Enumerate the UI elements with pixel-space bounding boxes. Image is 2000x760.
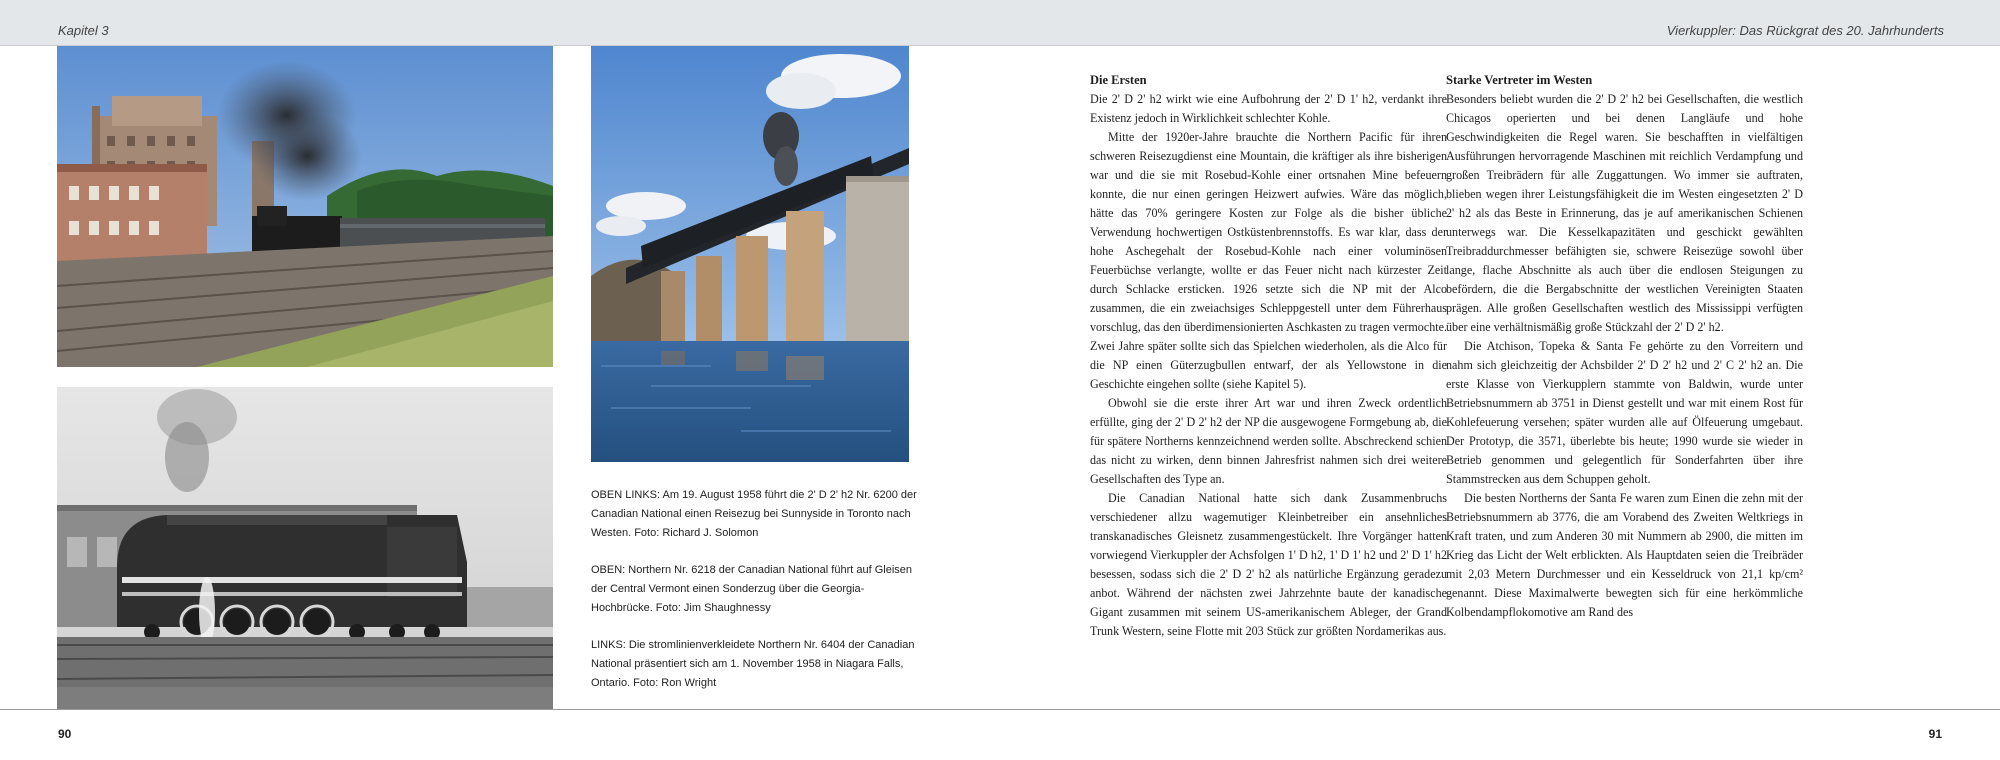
caption-left: LINKS: Die stromlinienverkleidete Northern Nr. 6404 der Canadian National präsentiert sich am 1. November 1958 in Niagara Falls, Ontario. Foto: Ron Wright — [591, 639, 915, 689]
section-heading-die-ersten: Die Ersten — [1090, 73, 1147, 87]
section-heading-starke-vertreter: Starke Vertreter im Westen — [1446, 73, 1593, 87]
paragraph: Die 2' D 2' h2 wirkt wie eine Aufbohrung der 2' D 1' h2, verdankt ihre Existenz jedoch in Wirklichkeit schlechter Kohle. — [1090, 92, 1447, 125]
page-number-left: 90 — [58, 727, 72, 741]
paragraph: Besonders beliebt wurden die 2' D 2' h2 bei Gesellschaften, die westlich Chicagos operierten und bei denen Langläufe und hohe Geschwindigkeiten die Regel waren. Sie beschafften in vielfältigen Ausführungen hervorragende Maschinen mit reichlich Verdampfung und großen Treibrädern für alle Zuggattungen. Wo immer sie auftraten, blieben wegen ihrer Leistungsfähigkeit die im Westen eingesetzten 2' D 2' h2 als das Beste in Erinnerung, das je auf amerikanischen Schienen unterwegs war. Die Kesselkapazitäten und geschickt gewählten Treibraddurchmesser befähigten sie, schwere Reisezüge sowohl über lange, flache Abschnitte als auch über die endlosen Steigungen zu befördern, die die Bergabschnitte der westlichen Vereinigten Staaten prägen. Alle großen Gesellschaften westlich des Mississippi verfügten über eine verhältnismäßig große Stückzahl der 2' D 2' h2. — [1446, 92, 1803, 334]
page-number-right: 91 — [1928, 727, 1942, 741]
paragraph: Mitte der 1920er-Jahre brauchte die Northern Pacific für ihren schweren Reisezugdienst eine Mountain, die kräftiger als ihre bisherigen war und die sie mit Rosebud-Kohle einer ortsnahen Mine befeuern konnte, die nur einen geringen Heizwert aufwies. Wäre das möglich, hätte das 70% geringere Kosten zur Folge als die bisher übliche Verwendung hochwertigen Ostküstenbrennstoffs. Es war klar, dass der hohe Aschegehalt der Rosebud-Kohle nach einer voluminösen Feuerbüchse verlangte, wollte er das Feuer nicht nach kürzester Zeit durch Schlacke ersticken. 1926 setzte sich die NP mit der Alco zusammen, die ein zweiachsiges Schleppgestell unter dem Führerhaus vorschlug, das den überdimensionierten Aschkasten zu tragen vermochte. Zwei Jahre später sollte sich das Spielchen wiederholen, als die Alco für die NP einen Güterzugbullen entwarf, der als Yellowstone in die Geschichte eingehen sollte (siehe Kapitel 5). — [1090, 130, 1447, 391]
toronto-image — [57, 46, 553, 367]
photo-captions — [591, 486, 921, 711]
photo-niagara-locomotive — [57, 387, 553, 709]
caption-top: OBEN: Northern Nr. 6218 der Canadian National führt auf Gleisen der Central Vermont einen Sonderzug über die Georgia-Hochbrücke. Foto: Jim Shaughnessy — [591, 564, 913, 614]
footer-rule — [0, 709, 2000, 710]
header-band — [0, 0, 2000, 46]
photo-georgia-bridge — [591, 46, 909, 462]
caption-top-left: OBEN LINKS: Am 19. August 1958 führt die 2' D 2' h2 Nr. 6200 der Canadian National einen Reisezug bei Sunnyside in Toronto nach Westen. Foto: Richard J. Solomon — [591, 489, 917, 539]
paragraph: Die Canadian National hatte sich dank Zusammenbruchs verschiedener allzu wagemutiger Kleinbetreiber ein ansehnliches transkanadisches Gleisnetz zusammengestückelt. Ihre Vorgänger hatten vorwiegend Vierkuppler der Achsfolgen 1' D h2, 1' D 1' h2 und 2' D 1' h2 besessen, sodass sich die 2' D 2' h2 als natürliche Ergänzung geradezu anbot. Während der nächsten zwei Jahrzehnte baute der kanadische Gigant zusammen mit seinem US-amerikanischem Ableger, der Grand Trunk Western, seine Flotte mit 203 Stück zur größten Nordamerikas aus. — [1090, 491, 1447, 638]
running-title: Vierkuppler: Das Rückgrat des 20. Jahrhunderts — [1666, 23, 1944, 38]
article-column-right — [1446, 71, 1803, 622]
chapter-label: Kapitel 3 — [58, 23, 109, 38]
article-column-left — [1090, 71, 1447, 641]
bridge-image — [591, 46, 909, 462]
photo-toronto-train — [57, 46, 553, 367]
paragraph: Obwohl sie die erste ihrer Art war und ihren Zweck ordentlich erfüllte, ging der 2' D 2' h2 der NP die ausgewogene Formgebung ab, die für spätere Northerns kennzeichnend werden sollte. Abschreckend schien das nicht zu wirken, denn binnen Jahresfrist nahmen sich drei weitere Gesellschaften des Type an. — [1090, 396, 1447, 486]
niagara-image — [57, 387, 553, 709]
paragraph: Die besten Northerns der Santa Fe waren zum Einen die zehn mit der Betriebsnummern ab 3776, die am Vorabend des Zweiten Weltkriegs in Kraft traten, und zum Anderen 30 mit Nummern ab 2900, die mitten im Krieg das Licht der Welt erblickten. Als Hauptdaten seien die Treibräder mit 2,03 Metern Durchmesser und ein Kesseldruck von 21,1 kp/cm² genannt. Diese Maximalwerte bewegten sich für eine herkömmliche Kolbendampflokomotive am Rand des — [1446, 491, 1803, 619]
paragraph: Die Atchison, Topeka & Santa Fe gehörte zu den Vorreitern und nahm sich gleichzeitig der Achsbilder 2' D 2' h2 und 2' C 2' h2 an. Die erste Klasse von Vierkupplern stammte von Baldwin, wurde unter Betriebsnummern ab 3751 in Dienst gestellt und war mit einem Rost für Kohlefeuerung versehen; später wurden alle auf Ölfeuerung umgebaut. Der Prototyp, die 3571, überlebte bis heute; 1990 wurde sie wieder in Betrieb genommen und gelegentlich für Sonderfahrten über ihre Stammstrecken aus dem Schuppen geholt. — [1446, 339, 1803, 486]
